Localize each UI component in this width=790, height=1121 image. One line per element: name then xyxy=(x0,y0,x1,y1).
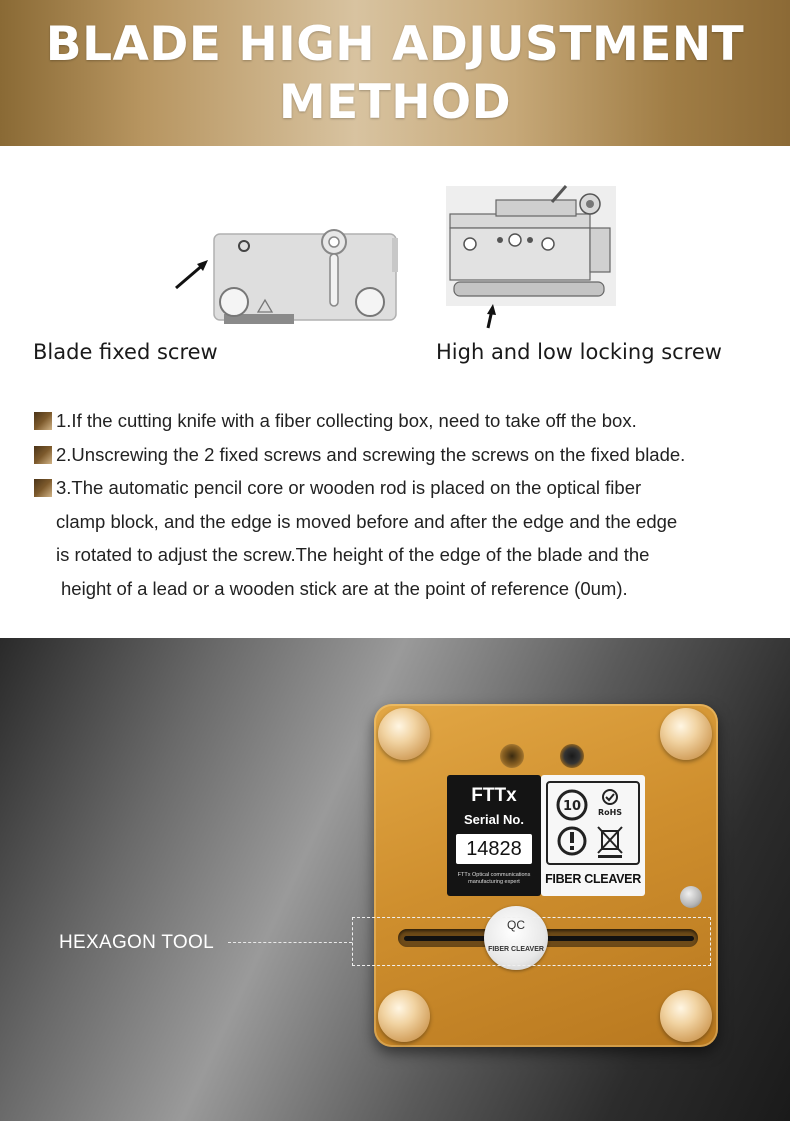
product-photo xyxy=(0,638,790,1121)
mounting-hole-icon xyxy=(500,744,524,768)
hexagon-tool-callout: HEXAGON TOOL xyxy=(59,932,214,953)
step-text: 3.The automatic pencil core or wooden rod is placed on the optical fiber xyxy=(56,477,642,498)
rubber-foot-icon xyxy=(660,990,712,1042)
svg-text:RoHS: RoHS xyxy=(597,808,623,817)
qc-mark: QC xyxy=(507,918,525,932)
step-text: 2.Unscrewing the 2 fixed screws and screwing the screws on the fixed blade. xyxy=(56,443,686,465)
rubber-foot-icon xyxy=(378,708,430,760)
serial-label xyxy=(447,775,541,896)
step-text: 1.If the cutting knife with a fiber collecting box, need to take off the box. xyxy=(56,410,637,431)
brand-note: FTTx Optical communications manufacturing expert xyxy=(457,872,531,885)
certification-symbols-icon xyxy=(548,783,638,863)
step-2 xyxy=(34,438,774,472)
blade-fixed-screw-caption: Blade fixed screw xyxy=(33,340,218,364)
hex-screw-icon xyxy=(680,886,702,908)
brand-name: FTTx xyxy=(471,785,517,806)
certification-label xyxy=(541,775,645,896)
cleaver-base-plate xyxy=(374,704,718,1047)
step-3-continued: clamp block, and the edge is moved before and after the edge and the edge xyxy=(56,510,678,532)
serial-label-text: Serial No. xyxy=(464,812,524,827)
bullet-marker-icon xyxy=(34,412,52,430)
locking-screw-caption: High and low locking screw xyxy=(436,340,722,364)
instruction-steps xyxy=(34,404,774,605)
screw-hole-icon xyxy=(560,744,584,768)
callout-leader-line xyxy=(228,942,352,943)
rubber-foot-icon xyxy=(660,708,712,760)
rubber-foot-icon xyxy=(378,990,430,1042)
step-3-continued: is rotated to adjust the screw.The height of the edge of the blade and the xyxy=(56,544,650,565)
blade-fixed-screw-diagram xyxy=(170,228,400,330)
certification-icons xyxy=(546,781,640,865)
serial-number: 14828 xyxy=(456,834,532,864)
bullet-marker-icon xyxy=(34,479,52,497)
step-1 xyxy=(34,404,774,438)
bullet-marker-icon xyxy=(34,446,52,464)
header-banner xyxy=(0,0,790,146)
locking-screw-diagram xyxy=(440,182,620,332)
step-3-continued: height of a lead or a wooden stick are at the point of reference (0um). xyxy=(61,577,628,599)
page-title xyxy=(0,16,790,132)
title-line-2: METHOD xyxy=(278,75,512,130)
svg-text:10: 10 xyxy=(562,799,582,814)
qc-text: FIBER CLEAVER xyxy=(488,946,544,953)
callout-highlight-box xyxy=(352,917,711,966)
product-name: FIBER CLEAVER xyxy=(545,872,641,886)
title-line-1: BLADE HIGH ADJUSTMENT xyxy=(45,17,745,72)
step-3 xyxy=(34,471,774,505)
